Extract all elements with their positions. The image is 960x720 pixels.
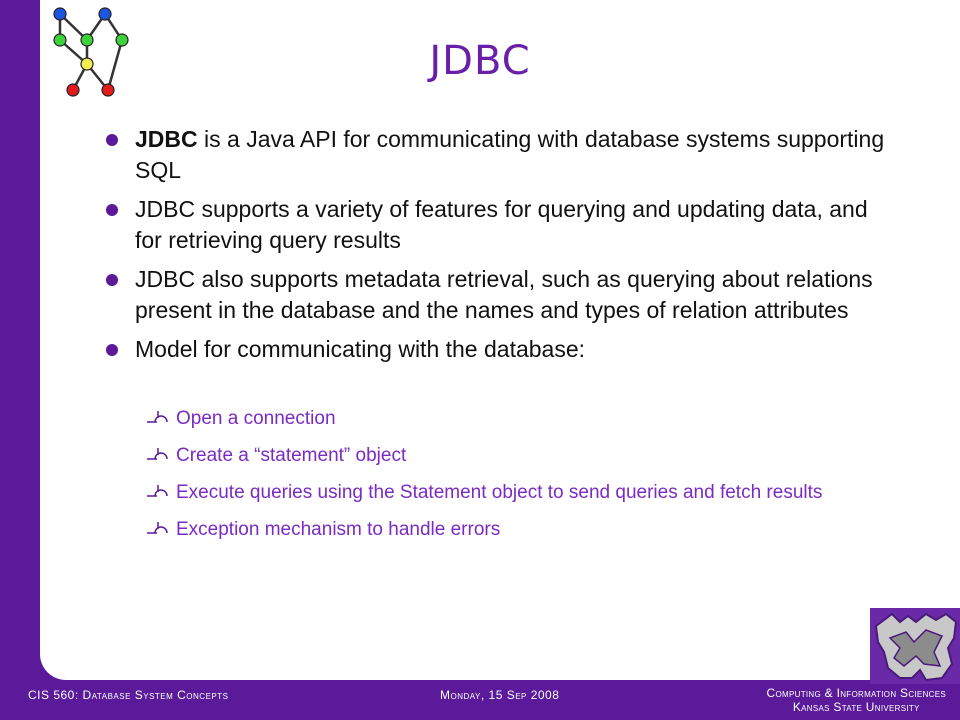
sub-bullet-item <box>146 517 876 543</box>
bullet-text: JDBC supports a variety of features for querying and updating data, and for retrieving query results <box>135 196 868 253</box>
bullet-list <box>104 124 894 373</box>
wildcat-logo-icon <box>870 608 960 684</box>
footer-dept-line1: Computing & Information Sciences <box>766 686 946 700</box>
bullet-text: is a Java API for communicating with database systems supporting SQL <box>135 126 885 183</box>
sub-bullet-icon <box>146 447 170 465</box>
sub-bullet-icon <box>146 484 170 502</box>
sub-bullet-text: Exception mechanism to handle errors <box>176 519 501 540</box>
sub-bullet-icon <box>146 521 170 539</box>
slide-title: JDBC <box>429 38 531 84</box>
bullet-text: JDBC also supports metadata retrieval, such as querying about relations present in the database and the names and types of relation attributes <box>135 266 873 323</box>
footer-date: Monday, 15 Sep 2008 <box>440 688 560 702</box>
bullet-item <box>104 334 894 365</box>
bullet-item <box>104 124 894 186</box>
sub-bullet-icon <box>146 410 170 428</box>
bullet-text: Model for communicating with the database: <box>135 336 586 362</box>
footer <box>0 680 960 720</box>
bullet-lead: JDBC <box>135 126 198 152</box>
footer-department <box>767 686 946 714</box>
sub-bullet-text: Create a “statement” object <box>176 445 407 466</box>
footer-course: CIS 560: Database System Concepts <box>28 688 229 702</box>
sub-bullet-text: Open a connection <box>176 408 336 429</box>
bullet-item <box>104 194 894 256</box>
sub-bullet-list <box>146 406 876 554</box>
sub-bullet-item <box>146 480 876 506</box>
sub-bullet-item <box>146 443 876 469</box>
footer-dept-line2: Kansas State University <box>792 700 920 714</box>
bullet-item <box>104 264 894 326</box>
sub-bullet-text: Execute queries using the Statement object to send queries and fetch results <box>176 482 823 503</box>
sub-bullet-item <box>146 406 876 432</box>
